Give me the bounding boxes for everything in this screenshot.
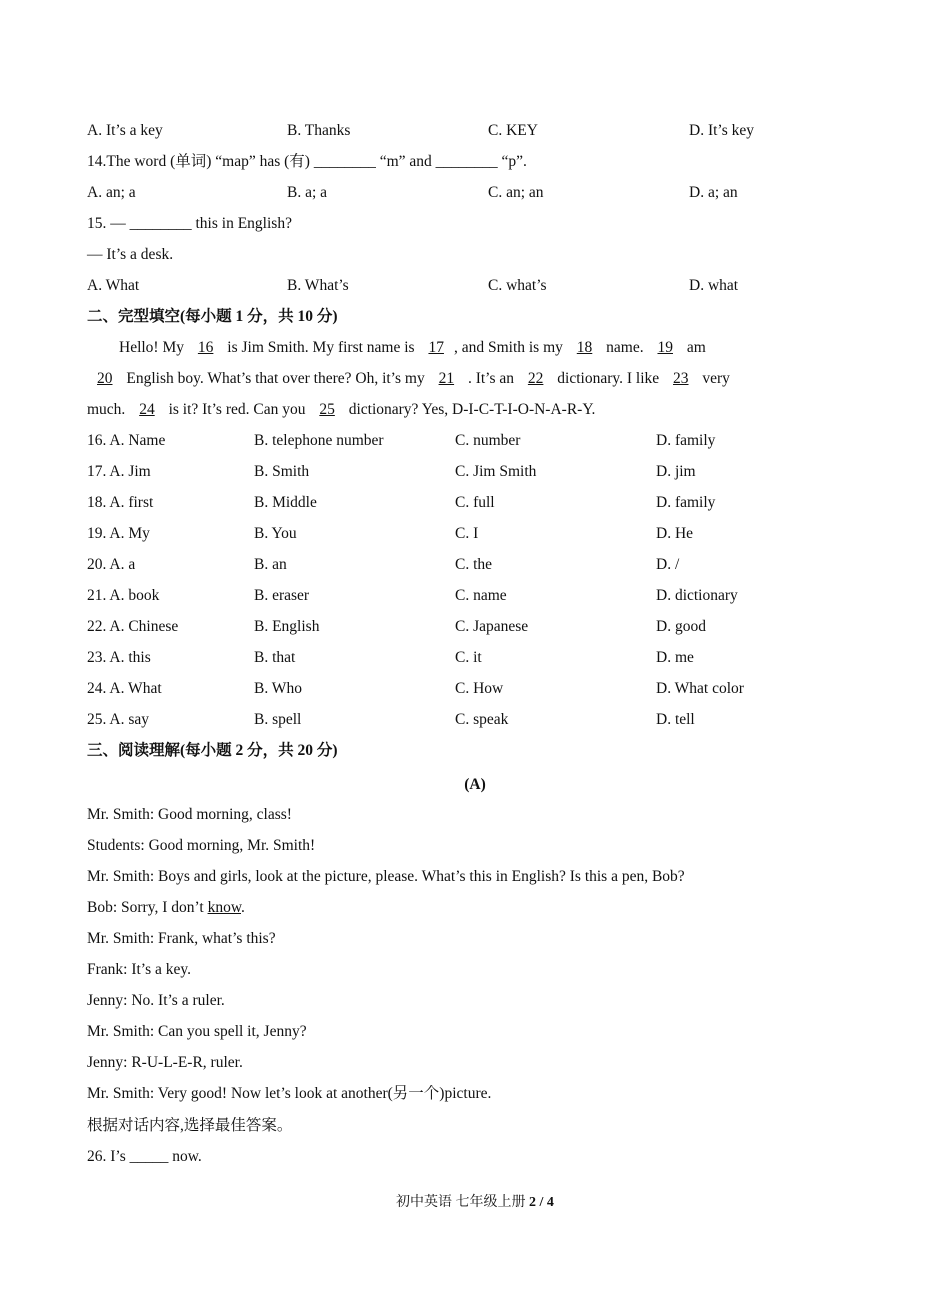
q15-question: 15. — ________ this in English? [87,215,292,232]
cloze-options-18 [87,493,887,513]
dialogue-line: Mr. Smith: Very good! Now let’s look at another(另一个)picture. [87,1085,492,1102]
option-c: C. I [455,525,479,542]
option-b: B. Middle [254,494,317,511]
q14-option-a: A. an; a [87,184,136,201]
option-c: C. How [455,680,504,697]
option-c: C. name [455,587,507,604]
cloze-text: , and Smith is my [453,339,563,356]
cloze-blank-22: 22 [527,370,544,387]
cloze-text: is Jim Smith. My first name is [227,339,415,356]
dialogue-line-bob [87,898,245,918]
option-b: B. an [254,556,287,573]
dialogue-line: Jenny: R-U-L-E-R, ruler. [87,1054,243,1071]
option-c: C. Japanese [455,618,529,635]
dialogue-line: Frank: It’s a key. [87,961,192,978]
option-c: C. speak [455,711,509,728]
cloze-text: dictionary. I like [557,370,660,387]
passage-label: (A) [464,776,486,793]
q13-options [87,121,887,141]
cloze-options-19 [87,524,887,544]
cloze-text: dictionary? Yes, D-I-C-T-I-O-N-A-R-Y. [348,401,596,418]
dialogue-text: . [241,899,245,916]
option-b: B. Who [254,680,302,697]
option-b: B. Smith [254,463,310,480]
footer-text: 初中英语 七年级上册 [396,1195,530,1210]
option-a: 17. A. Jim [87,463,151,480]
cloze-line-1 [119,338,706,358]
page-number: 2 / 4 [529,1195,554,1210]
option-a: 20. A. a [87,556,136,573]
cloze-blank-17: 17 [428,339,444,356]
q13-option-d: D. It’s key [689,122,755,139]
cloze-options-22 [87,617,887,637]
cloze-text: much. [87,401,126,418]
dialogue-line: Jenny: No. It’s a ruler. [87,992,225,1009]
option-d: D. / [656,556,680,573]
option-b: B. that [254,649,296,666]
option-a: 16. A. Name [87,432,166,449]
option-d: D. tell [656,711,695,728]
option-a: 19. A. My [87,525,150,542]
cloze-blank-20: 20 [97,370,113,387]
option-d: D. family [656,432,716,449]
option-b: B. eraser [254,587,310,604]
section3-heading: 三、阅读理解(每小题 2 分，共 20 分) [87,742,338,759]
cloze-text: very [702,370,730,387]
cloze-options-25 [87,710,887,730]
option-a: 23. A. this [87,649,151,666]
option-b: B. You [254,525,297,542]
dialogue-line: Students: Good morning, Mr. Smith! [87,837,316,854]
page-footer [0,1191,950,1211]
cloze-options-20 [87,555,887,575]
q14-option-d: D. a; an [689,184,738,201]
option-a: 21. A. book [87,587,160,604]
section2-heading: 二、完型填空(每小题 1 分，共 10 分) [87,308,338,325]
option-b: B. spell [254,711,302,728]
q14-option-b: B. a; a [287,184,328,201]
q15-option-a: A. What [87,277,140,294]
option-b: B. telephone number [254,432,384,449]
option-d: D. good [656,618,706,635]
q13-option-c: C. KEY [488,122,538,139]
q13-option-a: A. It’s a key [87,122,163,139]
q15-option-d: D. what [689,277,739,294]
option-c: C. full [455,494,495,511]
cloze-text: name. [606,339,644,356]
option-a: 18. A. first [87,494,154,511]
cloze-text: English boy. What’s that over there? Oh, it’s my [126,370,425,387]
cloze-options-17 [87,462,887,482]
dialogue-line: Mr. Smith: Boys and girls, look at the picture, please. What’s this in English? Is this a pen, Bob? [87,868,685,885]
cloze-blank-24: 24 [139,401,155,418]
cloze-blank-21: 21 [438,370,455,387]
q15-option-b: B. What’s [287,277,349,294]
cloze-blank-19: 19 [657,339,673,356]
option-b: B. English [254,618,320,635]
cloze-blank-25: 25 [319,401,335,418]
dialogue-text: Bob: Sorry, I don’t [87,899,208,916]
q15-answer-line: — It’s a desk. [87,246,174,263]
option-d: D. me [656,649,694,666]
dialogue-line: Mr. Smith: Frank, what’s this? [87,930,276,947]
option-c: C. the [455,556,493,573]
q15-options [87,276,887,296]
cloze-blank-23: 23 [673,370,689,387]
option-d: D. jim [656,463,696,480]
cloze-text: Hello! My [119,339,185,356]
dialogue-line: Mr. Smith: Good morning, class! [87,806,292,823]
cloze-blank-16: 16 [197,339,214,356]
option-a: 22. A. Chinese [87,618,179,635]
q14-question: 14.The word (单词) “map” has (有) ________ “m” and ________ “p”. [87,153,527,170]
option-c: C. it [455,649,482,666]
cloze-options-16 [87,431,887,451]
q26-question: 26. I’s _____ now. [87,1148,202,1165]
cloze-text: . It’s an [467,370,515,387]
option-c: C. Jim Smith [455,463,537,480]
q15-option-c: C. what’s [488,277,547,294]
q14-options [87,183,887,203]
option-a: 24. A. What [87,680,162,697]
option-d: D. dictionary [656,587,738,604]
q13-option-b: B. Thanks [287,122,351,139]
cloze-line-3 [87,400,595,420]
underlined-word: know [207,899,241,916]
option-a: 25. A. say [87,711,149,728]
option-c: C. number [455,432,521,449]
cloze-options-21 [87,586,887,606]
cloze-line-2 [87,369,730,389]
instruction: 根据对话内容,选择最佳答案。 [87,1117,293,1134]
option-d: D. He [656,525,694,542]
cloze-options-23 [87,648,887,668]
cloze-text: am [686,339,706,356]
option-d: D. What color [656,680,744,697]
option-d: D. family [656,494,716,511]
cloze-text: is it? It’s red. Can you [168,401,306,418]
cloze-options-24 [87,679,887,699]
cloze-blank-18: 18 [576,339,593,356]
dialogue-line: Mr. Smith: Can you spell it, Jenny? [87,1023,307,1040]
q14-option-c: C. an; an [488,184,544,201]
